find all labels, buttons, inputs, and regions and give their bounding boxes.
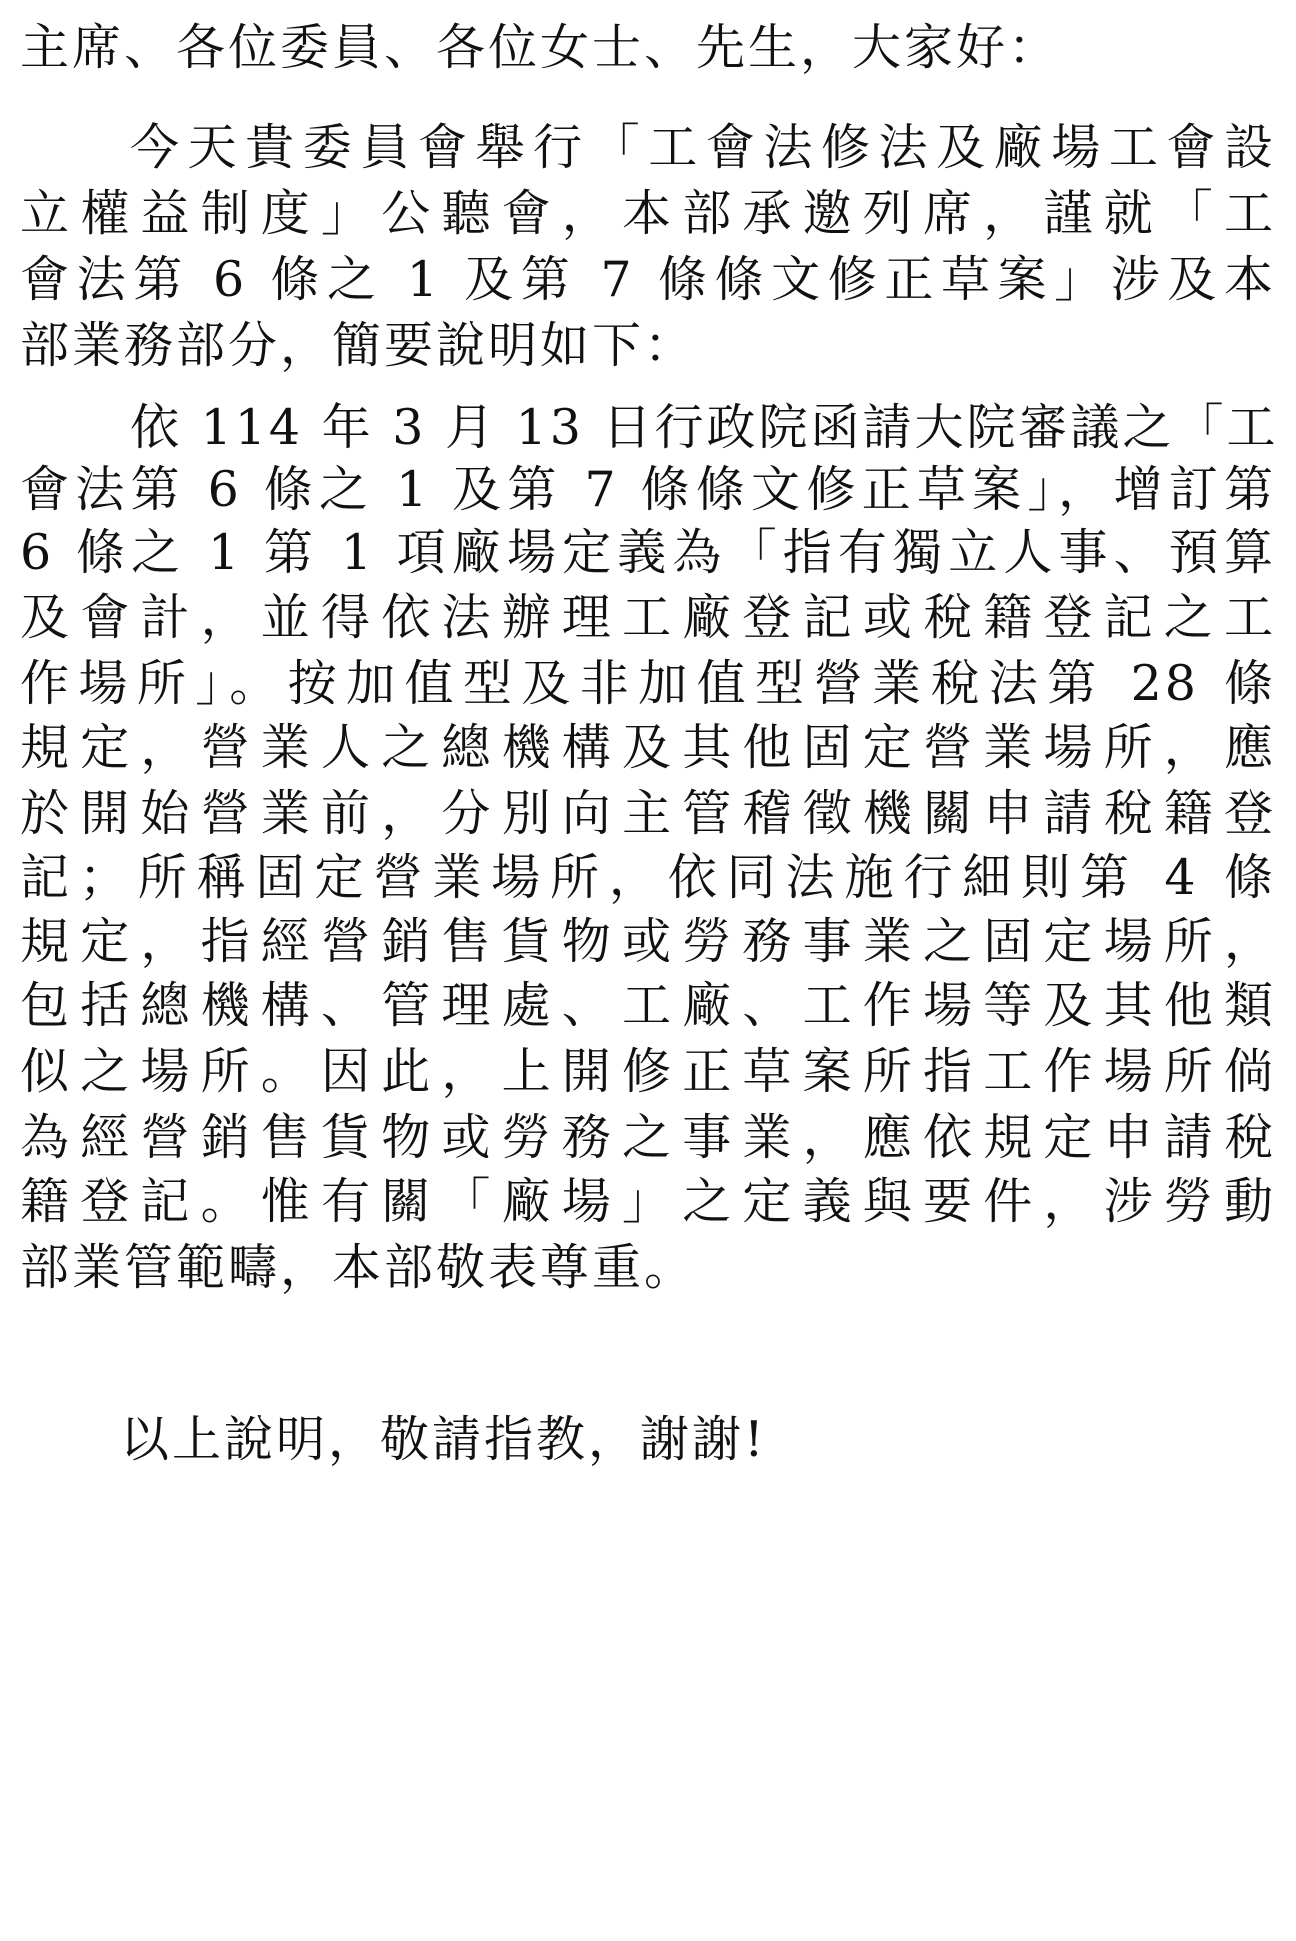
paragraph2-line-7: 於開始營業前，分別向主管稽徵機關申請稅籍登 xyxy=(20,785,1276,842)
paragraph2-line-10: 包括總機構、管理處、工廠、工作場等及其他類 xyxy=(20,977,1276,1034)
paragraph2-line-14: 部業管範疇，本部敬表尊重。 xyxy=(20,1239,697,1296)
closing-line: 以上說明，敬請指教，謝謝! xyxy=(120,1411,767,1468)
paragraph2-line-4: 及會計，並得依法辦理工廠登記或稅籍登記之工 xyxy=(20,589,1276,646)
paragraph2-line-8: 記；所稱固定營業場所，依同法施行細則第 4 條 xyxy=(20,849,1276,906)
paragraph2-line-5: 作場所」。按加值型及非加值型營業稅法第 28 條 xyxy=(20,655,1276,712)
paragraph2-line-11: 似之場所。因此，上開修正草案所指工作場所倘 xyxy=(20,1043,1276,1100)
salutation: 主席、各位委員、各位女士、先生，大家好： xyxy=(20,19,1061,76)
paragraph1-line-1: 今天貴委員會舉行「工會法修法及廠場工會設 xyxy=(130,119,1276,176)
paragraph1-line-2: 立權益制度」公聽會，本部承邀列席，謹就「工 xyxy=(20,185,1276,242)
paragraph2-line-2: 會法第 6 條之 1 及第 7 條條文修正草案」，增訂第 xyxy=(20,461,1276,518)
paragraph2-line-1: 依 114 年 3 月 13 日行政院函請大院審議之「工 xyxy=(130,399,1279,456)
paragraph2-line-13: 籍登記。惟有關「廠場」之定義與要件，涉勞動 xyxy=(20,1173,1276,1230)
paragraph2-line-9: 規定，指經營銷售貨物或勞務事業之固定場所， xyxy=(20,913,1276,970)
paragraph2-line-3: 6 條之 1 第 1 項廠場定義為「指有獨立人事、預算 xyxy=(20,524,1276,581)
paragraph1-line-4: 部業務部分，簡要說明如下： xyxy=(20,317,697,374)
paragraph2-line-12: 為經營銷售貨物或勞務之事業，應依規定申請稅 xyxy=(20,1109,1276,1166)
paragraph2-line-6: 規定，營業人之總機構及其他固定營業場所，應 xyxy=(20,719,1276,776)
paragraph1-line-3: 會法第 6 條之 1 及第 7 條條文修正草案」涉及本 xyxy=(20,251,1276,308)
